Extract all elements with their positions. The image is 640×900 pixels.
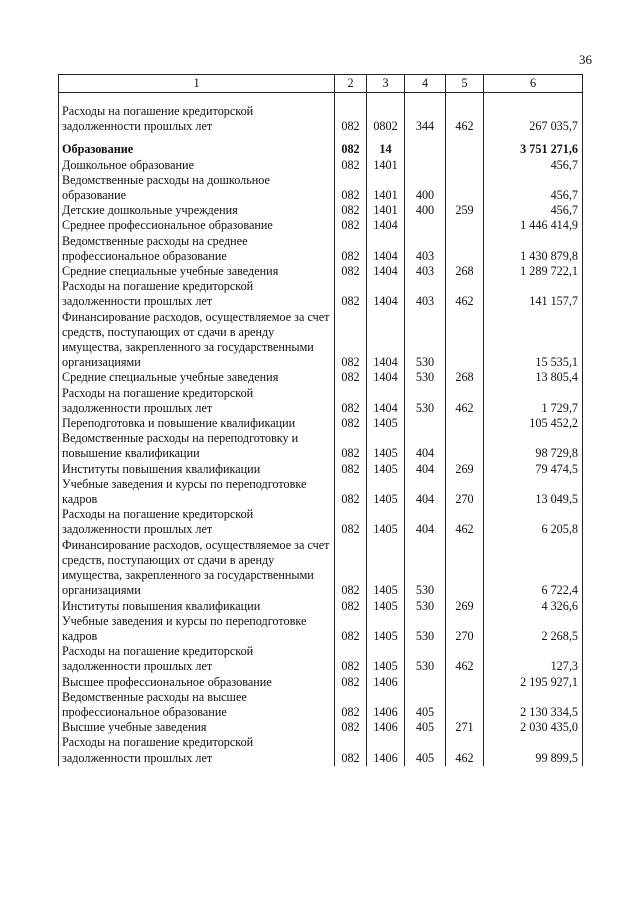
row-chapter: 082: [335, 538, 367, 599]
row-chapter: 082: [335, 735, 367, 765]
row-chapter: 082: [335, 416, 367, 431]
row-amount: 2 130 334,5: [484, 690, 583, 720]
row-section: 1405: [367, 416, 405, 431]
row-expense-type: 462: [446, 104, 484, 134]
row-target: 530: [405, 386, 446, 416]
row-expense-type: 269: [446, 462, 484, 477]
row-chapter: 082: [335, 599, 367, 614]
row-section: 1404: [367, 218, 405, 233]
row-name: Детские дошкольные учреждения: [59, 203, 335, 218]
row-name: Расходы на погашение кредиторской задолженности прошлых лет: [59, 386, 335, 416]
row-name: Средние специальные учебные заведения: [59, 264, 335, 279]
row-expense-type: [446, 310, 484, 371]
row-chapter: 082: [335, 173, 367, 203]
table-row: [59, 462, 583, 477]
row-name: Дошкольное образование: [59, 158, 335, 173]
row-name: Учебные заведения и курсы по переподготовке кадров: [59, 477, 335, 507]
row-name: Расходы на погашение кредиторской задолженности прошлых лет: [59, 279, 335, 309]
row-amount: 105 452,2: [484, 416, 583, 431]
table-row: [59, 720, 583, 735]
row-section: 1405: [367, 599, 405, 614]
row-chapter: 082: [335, 431, 367, 461]
table-row: [59, 279, 583, 309]
header-col-5: 5: [446, 75, 484, 93]
row-expense-type: [446, 538, 484, 599]
row-chapter: 082: [335, 203, 367, 218]
row-target: 405: [405, 720, 446, 735]
table-row: [59, 310, 583, 371]
table-row: [59, 104, 583, 134]
table-row: [59, 538, 583, 599]
row-chapter: 082: [335, 218, 367, 233]
row-amount: 1 289 722,1: [484, 264, 583, 279]
table-row: [59, 614, 583, 644]
row-section: 1405: [367, 462, 405, 477]
table-row: [59, 675, 583, 690]
row-amount: 1 430 879,8: [484, 234, 583, 264]
row-amount: 13 049,5: [484, 477, 583, 507]
row-target: 530: [405, 599, 446, 614]
row-expense-type: [446, 142, 484, 157]
row-expense-type: [446, 431, 484, 461]
row-target: 404: [405, 507, 446, 537]
row-section: 1406: [367, 690, 405, 720]
row-expense-type: [446, 234, 484, 264]
row-chapter: 082: [335, 104, 367, 134]
table-row: [59, 234, 583, 264]
row-chapter: 082: [335, 462, 367, 477]
table-row: [59, 416, 583, 431]
row-target: 530: [405, 644, 446, 674]
table-row: [59, 386, 583, 416]
row-target: [405, 218, 446, 233]
row-expense-type: [446, 218, 484, 233]
row-target: 404: [405, 477, 446, 507]
table-row: [59, 173, 583, 203]
row-section: 14: [367, 142, 405, 157]
table-row: [59, 507, 583, 537]
row-chapter: 082: [335, 477, 367, 507]
row-amount: 456,7: [484, 173, 583, 203]
row-section: 1405: [367, 477, 405, 507]
row-amount: 456,7: [484, 158, 583, 173]
page-number: 36: [579, 52, 592, 67]
row-target: 400: [405, 173, 446, 203]
row-chapter: 082: [335, 675, 367, 690]
header-col-4: 4: [405, 75, 446, 93]
row-section: 1405: [367, 614, 405, 644]
row-name: Ведомственные расходы на высшее профессиональное образование: [59, 690, 335, 720]
row-target: [405, 675, 446, 690]
row-expense-type: 462: [446, 386, 484, 416]
row-expense-type: 462: [446, 735, 484, 765]
row-chapter: 082: [335, 310, 367, 371]
row-name: Учебные заведения и курсы по переподготовке кадров: [59, 614, 335, 644]
table-row: [59, 218, 583, 233]
row-target: 405: [405, 735, 446, 765]
row-name: Финансирование расходов, осуществляемое за счет средств, поступающих от сдачи в аренду имущества, закрепленного за государственными организациями: [59, 310, 335, 371]
row-section: 1401: [367, 203, 405, 218]
row-expense-type: 462: [446, 507, 484, 537]
row-chapter: 082: [335, 158, 367, 173]
row-amount: 456,7: [484, 203, 583, 218]
header-col-2: 2: [335, 75, 367, 93]
row-chapter: 082: [335, 614, 367, 644]
row-chapter: 082: [335, 720, 367, 735]
row-name: Ведомственные расходы на дошкольное образование: [59, 173, 335, 203]
table-row: [59, 158, 583, 173]
row-expense-type: [446, 675, 484, 690]
row-name: Институты повышения квалификации: [59, 599, 335, 614]
row-target: 530: [405, 538, 446, 599]
row-expense-type: 259: [446, 203, 484, 218]
row-section: 1401: [367, 173, 405, 203]
row-expense-type: 269: [446, 599, 484, 614]
row-name: Расходы на погашение кредиторской задолженности прошлых лет: [59, 104, 335, 134]
row-amount: 15 535,1: [484, 310, 583, 371]
table-row: [59, 690, 583, 720]
row-expense-type: 462: [446, 279, 484, 309]
table-row: [59, 599, 583, 614]
row-section: 1404: [367, 264, 405, 279]
row-target: [405, 142, 446, 157]
row-name: Образование: [59, 142, 335, 157]
table-row: [59, 431, 583, 461]
row-target: 403: [405, 234, 446, 264]
header-col-3: 3: [367, 75, 405, 93]
header-col-6: 6: [484, 75, 583, 93]
row-amount: 6 722,4: [484, 538, 583, 599]
row-expense-type: 462: [446, 644, 484, 674]
row-chapter: 082: [335, 142, 367, 157]
row-section: 1404: [367, 310, 405, 371]
row-section: 1406: [367, 675, 405, 690]
table-header-row: [59, 75, 583, 93]
row-name: Ведомственные расходы на среднее профессиональное образование: [59, 234, 335, 264]
row-target: [405, 158, 446, 173]
row-section: 1404: [367, 234, 405, 264]
row-expense-type: 271: [446, 720, 484, 735]
row-name: Переподготовка и повышение квалификации: [59, 416, 335, 431]
row-expense-type: 270: [446, 614, 484, 644]
row-chapter: 082: [335, 644, 367, 674]
budget-table: [58, 74, 583, 766]
row-name: Расходы на погашение кредиторской задолженности прошлых лет: [59, 644, 335, 674]
row-amount: 3 751 271,6: [484, 142, 583, 157]
row-section: 1406: [367, 720, 405, 735]
spacer-row: [59, 93, 583, 105]
row-expense-type: [446, 173, 484, 203]
row-target: 403: [405, 279, 446, 309]
row-name: Высшее профессиональное образование: [59, 675, 335, 690]
row-amount: 267 035,7: [484, 104, 583, 134]
row-name: Высшие учебные заведения: [59, 720, 335, 735]
row-name: Ведомственные расходы на переподготовку и повышение квалификации: [59, 431, 335, 461]
row-amount: 2 030 435,0: [484, 720, 583, 735]
row-target: 400: [405, 203, 446, 218]
gap-row: [59, 134, 583, 142]
row-chapter: 082: [335, 386, 367, 416]
row-amount: 127,3: [484, 644, 583, 674]
row-name: Расходы на погашение кредиторской задолженности прошлых лет: [59, 507, 335, 537]
row-chapter: 082: [335, 690, 367, 720]
table-body: [59, 93, 583, 766]
row-chapter: 082: [335, 234, 367, 264]
row-target: 530: [405, 614, 446, 644]
row-amount: 13 805,4: [484, 370, 583, 385]
row-target: 530: [405, 310, 446, 371]
table-row: [59, 264, 583, 279]
row-amount: 2 195 927,1: [484, 675, 583, 690]
row-section: 1401: [367, 158, 405, 173]
row-chapter: 082: [335, 264, 367, 279]
row-name: Расходы на погашение кредиторской задолженности прошлых лет: [59, 735, 335, 765]
row-section: 1405: [367, 538, 405, 599]
row-target: 344: [405, 104, 446, 134]
table-row: [59, 370, 583, 385]
row-target: 404: [405, 431, 446, 461]
row-target: 404: [405, 462, 446, 477]
row-section: 1405: [367, 644, 405, 674]
row-section: 1405: [367, 507, 405, 537]
table-row: [59, 644, 583, 674]
row-section: 0802: [367, 104, 405, 134]
table-row: [59, 735, 583, 765]
row-expense-type: 268: [446, 370, 484, 385]
row-section: 1406: [367, 735, 405, 765]
table-row: [59, 142, 583, 157]
row-chapter: 082: [335, 279, 367, 309]
header-col-1: 1: [59, 75, 335, 93]
row-name: Среднее профессиональное образование: [59, 218, 335, 233]
row-target: [405, 416, 446, 431]
row-target: 403: [405, 264, 446, 279]
row-section: 1404: [367, 386, 405, 416]
row-section: 1404: [367, 279, 405, 309]
row-expense-type: [446, 158, 484, 173]
table-row: [59, 477, 583, 507]
row-target: 405: [405, 690, 446, 720]
row-section: 1405: [367, 431, 405, 461]
row-amount: 4 326,6: [484, 599, 583, 614]
row-expense-type: 268: [446, 264, 484, 279]
row-amount: 1 729,7: [484, 386, 583, 416]
row-amount: 6 205,8: [484, 507, 583, 537]
row-name: Средние специальные учебные заведения: [59, 370, 335, 385]
row-amount: 99 899,5: [484, 735, 583, 765]
row-chapter: 082: [335, 507, 367, 537]
row-target: 530: [405, 370, 446, 385]
row-expense-type: [446, 690, 484, 720]
row-amount: 2 268,5: [484, 614, 583, 644]
row-name: Институты повышения квалификации: [59, 462, 335, 477]
row-expense-type: [446, 416, 484, 431]
row-amount: 79 474,5: [484, 462, 583, 477]
table-row: [59, 203, 583, 218]
row-chapter: 082: [335, 370, 367, 385]
row-name: Финансирование расходов, осуществляемое за счет средств, поступающих от сдачи в аренду имущества, закрепленного за государственными организациями: [59, 538, 335, 599]
row-expense-type: 270: [446, 477, 484, 507]
row-amount: 98 729,8: [484, 431, 583, 461]
row-amount: 1 446 414,9: [484, 218, 583, 233]
row-section: 1404: [367, 370, 405, 385]
row-amount: 141 157,7: [484, 279, 583, 309]
